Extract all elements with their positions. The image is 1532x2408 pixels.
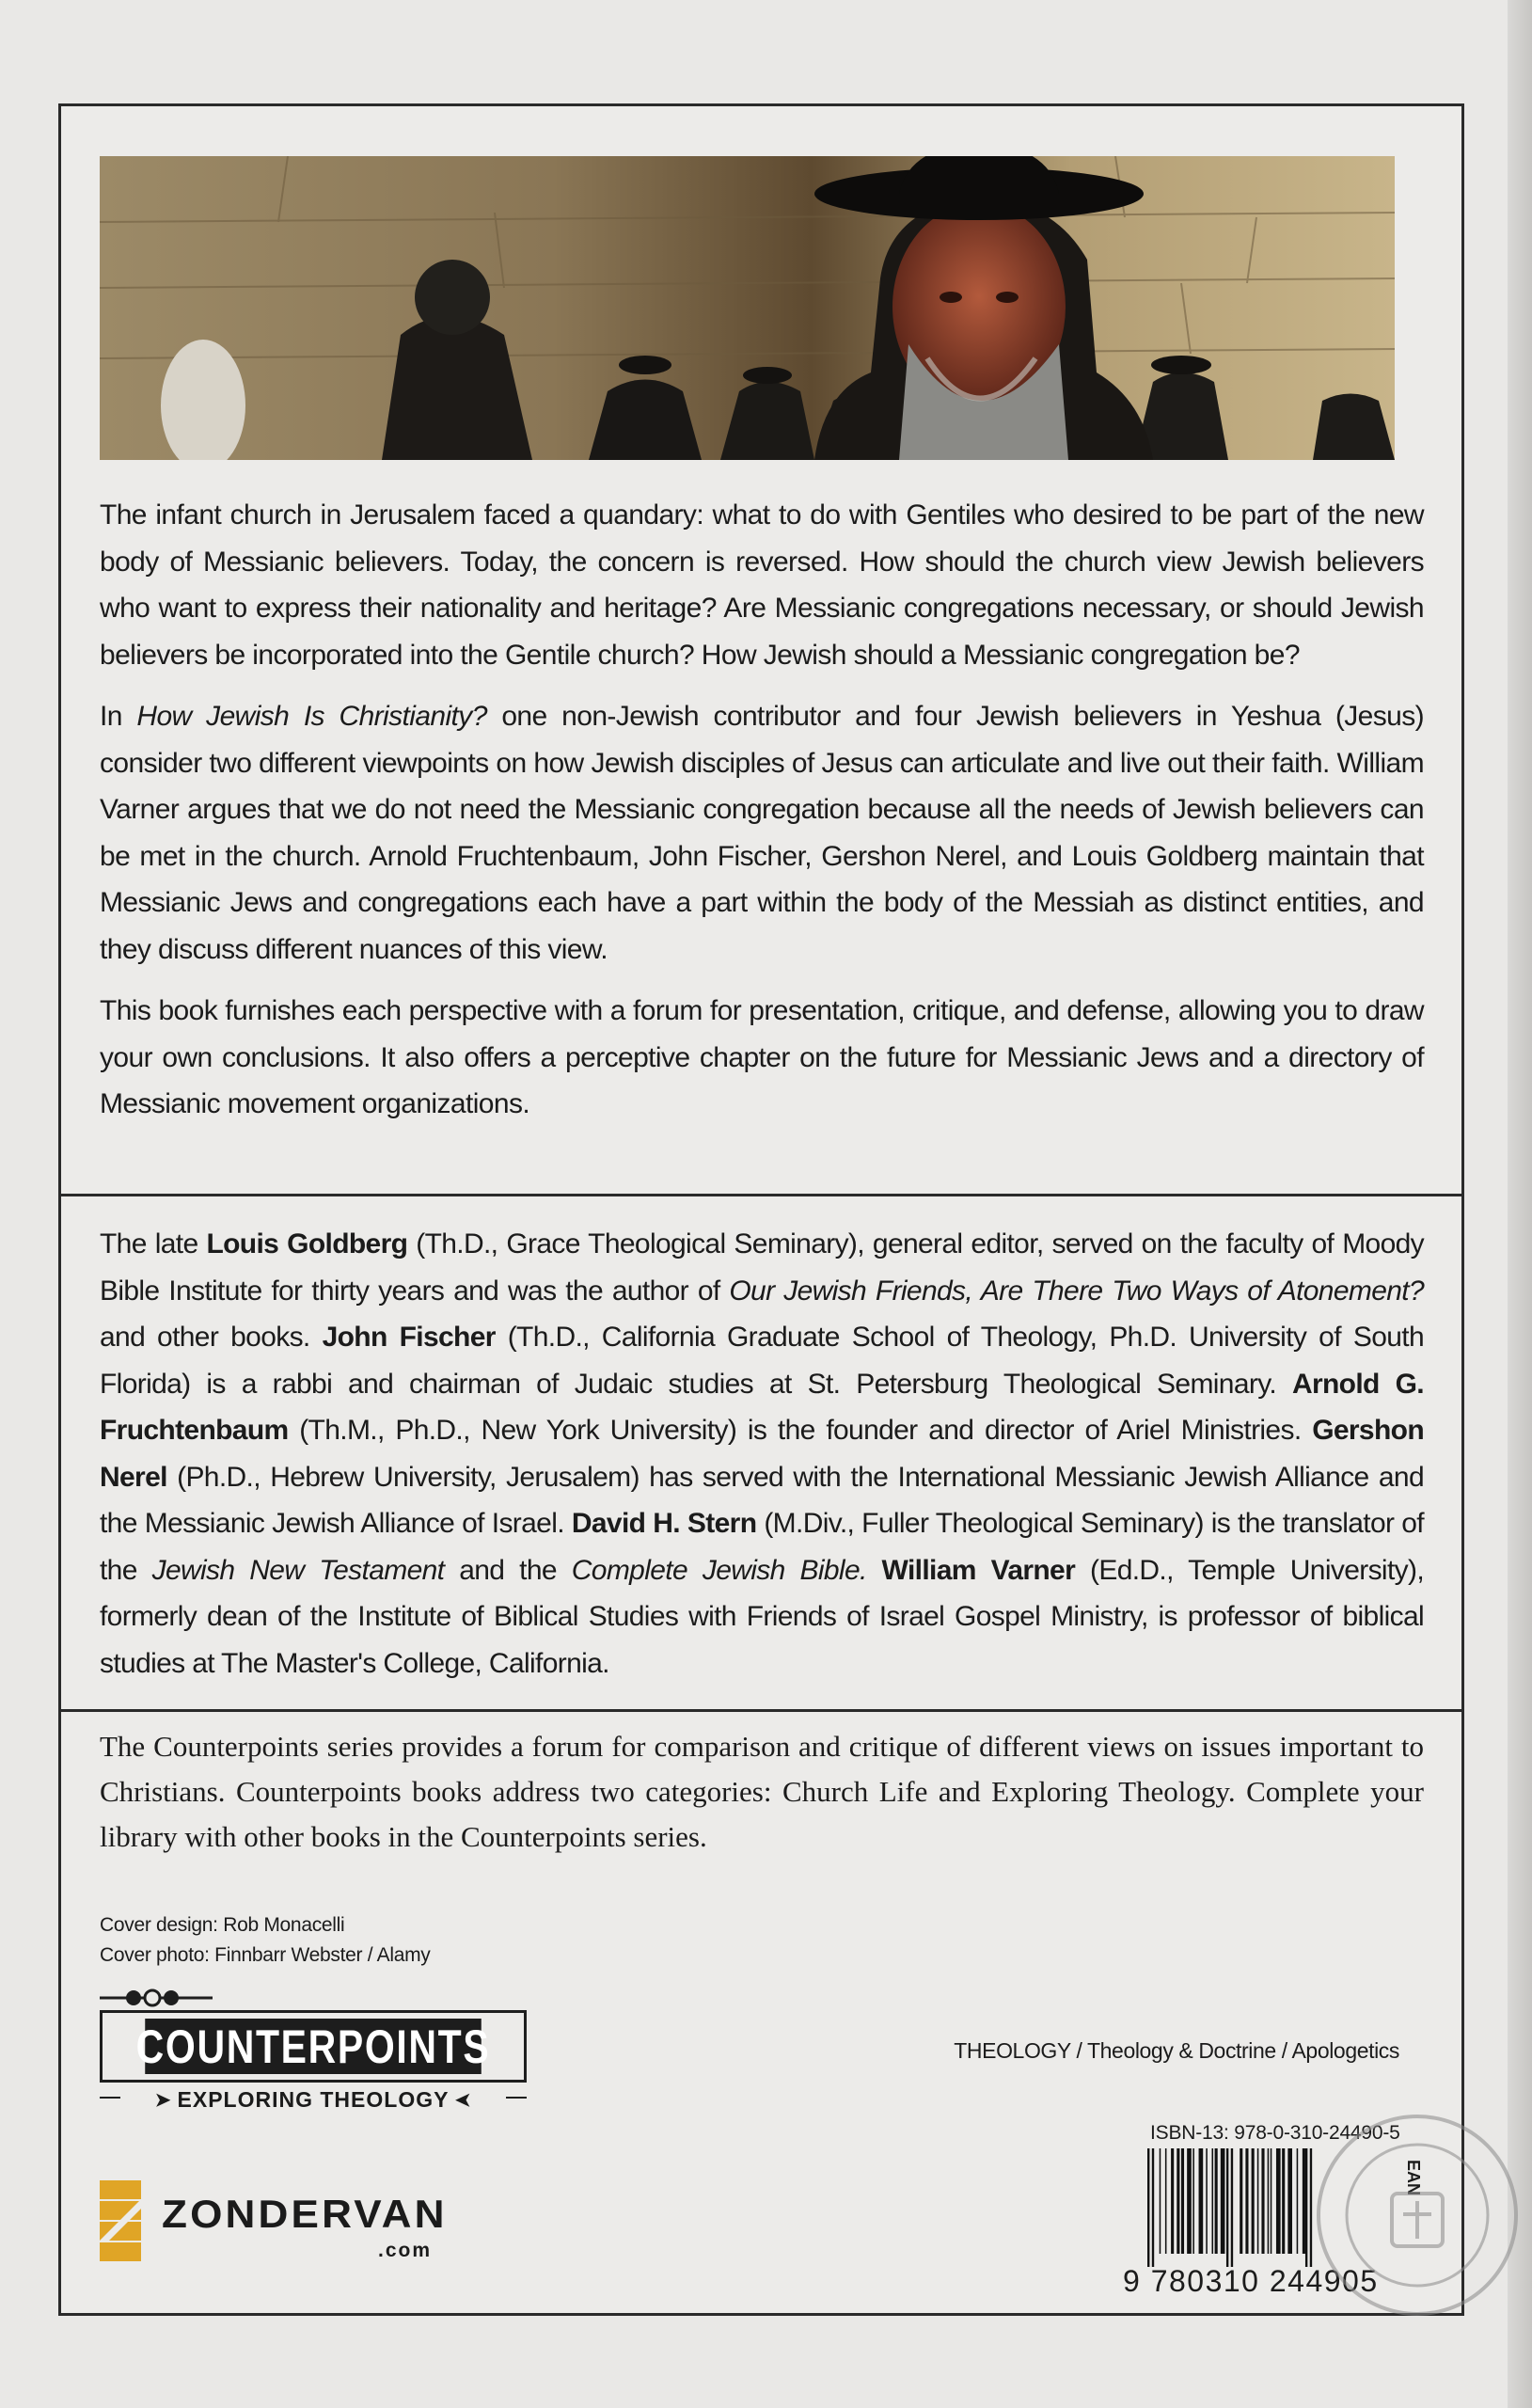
text-run: This book furnishes each perspective with a forum for presentation, critique, and defense, allowing you to draw your own conclusions. It also offers a perceptive chapter on the future for Messianic Jews and a directory of Messianic movement organizations. xyxy=(100,995,1424,1119)
arrow-left-icon: ➤ xyxy=(454,2089,472,2111)
text-run: (M.Div., Fuller Theological Seminary) is the translator of the xyxy=(100,1508,1424,1586)
spine-shade xyxy=(1508,0,1532,2408)
barcode-bar xyxy=(1231,2148,1233,2267)
barcode-bar xyxy=(1282,2148,1285,2254)
logo-dots-icon xyxy=(100,1988,213,2008)
cover-credits xyxy=(100,1910,431,1971)
barcode-bar xyxy=(1187,2148,1192,2254)
text-run: (Ph.D., Hebrew University, Jerusalem) has served with the International Messianic Jewish Alliance and the Messianic Jewish Alliance of Israel. xyxy=(100,1461,1424,1539)
bisac-category: THEOLOGY / Theology & Doctrine / Apologetics xyxy=(954,2038,1399,2063)
barcode-bar xyxy=(1303,2148,1305,2254)
barcode-bar xyxy=(1206,2148,1208,2254)
book-title: Jewish New Testament xyxy=(151,1554,445,1586)
counterpoints-subtitle-row xyxy=(100,2085,527,2114)
zondervan-name: ZONDERVAN xyxy=(162,2192,448,2236)
barcode-bar xyxy=(1297,2148,1299,2254)
barcode-bar xyxy=(1271,2148,1272,2254)
arrow-right-icon: ➤ xyxy=(154,2089,172,2111)
barcode-bar xyxy=(1165,2148,1167,2254)
contributors-bio xyxy=(61,1221,1461,1687)
barcode-bar xyxy=(1257,2148,1259,2254)
barcode-bar xyxy=(1171,2148,1174,2254)
barcode-bar xyxy=(1305,2148,1307,2267)
barcode-bar xyxy=(1199,2148,1204,2254)
zondervan-com: .com xyxy=(378,2240,433,2261)
contributor-name: William Varner xyxy=(881,1554,1076,1586)
contributor-name: John Fischer xyxy=(322,1322,496,1353)
text-run: (Th.D., California Graduate School of Theology, Ph.D. University of South Florida) is a rabbi and chairman of Judaic studies at St. Petersburg Theological Seminary. xyxy=(100,1322,1425,1400)
text-run: and the xyxy=(444,1554,572,1586)
text-run: The infant church in Jerusalem faced a quandary: what to do with Gentiles who desired to be part of the new body of Messianic believers. Today, the concern is reversed. How should the church view Jewish believers who want to express their nationality and heritage? Are Messianic congregations necessary, or should Jewish believers be incorporated into the Gentile church? How Jewish should a Messianic congregation be? xyxy=(100,499,1424,671)
barcode-bar xyxy=(1152,2148,1154,2267)
cover-photo xyxy=(100,156,1395,460)
text-run: (Ed.D., Temple University), formerly dean of the Institute of Biblical Studies with Friends of Israel Gospel Ministry, is professor of biblical studies at The Master's College, California. xyxy=(100,1554,1425,1679)
counterpoints-box xyxy=(100,2010,527,2083)
contributor-name: Arnold G. Fruchtenbaum xyxy=(100,1368,1424,1446)
western-wall-photo xyxy=(100,156,1395,460)
barcode-bar xyxy=(1287,2148,1292,2254)
counterpoints-title: COUNTERPOINTS xyxy=(135,2020,491,2073)
barcode-bar xyxy=(1252,2148,1255,2254)
back-cover-frame xyxy=(58,103,1464,2316)
barcode-bar xyxy=(1261,2148,1264,2254)
description-paragraph xyxy=(100,492,1424,678)
series-paragraph: The Counterpoints series provides a forum for comparison and critique of different views on issues important to Christians. Counterpoints books address two categories: Church Life and Exploring Theology. Complete your library with other books in the Counterpoints series. xyxy=(100,1730,1424,1853)
zondervan-mark-icon xyxy=(100,2180,141,2261)
description-paragraph xyxy=(100,988,1424,1128)
text-run: and other books. xyxy=(100,1322,323,1353)
text-run: In xyxy=(100,701,137,732)
series-blurb xyxy=(61,1724,1461,1860)
barcode-bar xyxy=(1212,2148,1214,2254)
contributor-name: Louis Goldberg xyxy=(206,1228,408,1259)
barcode-bar xyxy=(1177,2148,1179,2254)
contributors-paragraph xyxy=(100,1221,1424,1687)
watermark-stamp xyxy=(1309,2107,1525,2323)
counterpoints-subtitle: EXPLORING THEOLOGY xyxy=(177,2086,450,2112)
text-run: (Th.D., Grace Theological Seminary), general editor, served on the faculty of Moody Bible Institute for thirty years and was the author of xyxy=(100,1228,1424,1307)
isbn-text: ISBN-13: 978-0-310-24490-5 xyxy=(1150,2122,1400,2144)
text-run: one non-Jewish contributor and four Jewish believers in Yeshua (Jesus) consider two different viewpoints on how Jewish disciples of Jesus can articulate and live out their faith. William Varner argues that we do not need the Messianic congregation because all the needs of Jewish believers can be met in the church. Arnold Fruchtenbaum, John Fischer, Gershon Nerel, and Louis Goldberg maintain that Messianic Jews and congregations each have a part within the body of the Messiah as distinct entities, and they discuss different nuances of this view. xyxy=(100,701,1424,965)
barcode-bar xyxy=(1192,2148,1194,2254)
barcode-bar xyxy=(1245,2148,1248,2254)
counterpoints-logo xyxy=(100,1988,532,2114)
book-title: How Jewish Is Christianity? xyxy=(136,701,487,732)
barcode-bar xyxy=(1147,2148,1149,2267)
barcode-bar xyxy=(1181,2148,1184,2254)
cover-design-credit: Cover design: Rob Monacelli xyxy=(100,1914,345,1936)
section-divider xyxy=(61,1194,1461,1196)
barcode-bar xyxy=(1221,2148,1225,2254)
book-title: Complete Jewish Bible. xyxy=(571,1554,867,1586)
barcode-digits: 9 780310 244905 xyxy=(1123,2264,1379,2298)
contributor-name: Gershon Nerel xyxy=(100,1415,1424,1493)
barcode-bar xyxy=(1160,2148,1161,2254)
barcode-bar xyxy=(1276,2148,1281,2254)
book-title: Our Jewish Friends, Are There Two Ways of Atonement? xyxy=(729,1275,1425,1307)
barcode-bar xyxy=(1268,2148,1270,2254)
cover-photo-credit: Cover photo: Finnbarr Webster / Alamy xyxy=(100,1944,431,1966)
contributor-name: David H. Stern xyxy=(571,1508,757,1539)
description-paragraph xyxy=(100,693,1424,973)
text-run xyxy=(867,1555,882,1586)
ean-label: EAN xyxy=(1404,2160,1423,2196)
zondervan-logo xyxy=(100,2180,532,2265)
text-run: (Th.M., Ph.D., New York University) is the founder and director of Ariel Ministries. xyxy=(288,1415,1313,1446)
section-divider xyxy=(61,1709,1461,1712)
barcode-bar xyxy=(1215,2148,1218,2254)
text-run: The late xyxy=(100,1228,207,1259)
book-description xyxy=(61,492,1461,1143)
barcode-bar xyxy=(1240,2148,1242,2254)
barcode-bar xyxy=(1226,2148,1228,2267)
